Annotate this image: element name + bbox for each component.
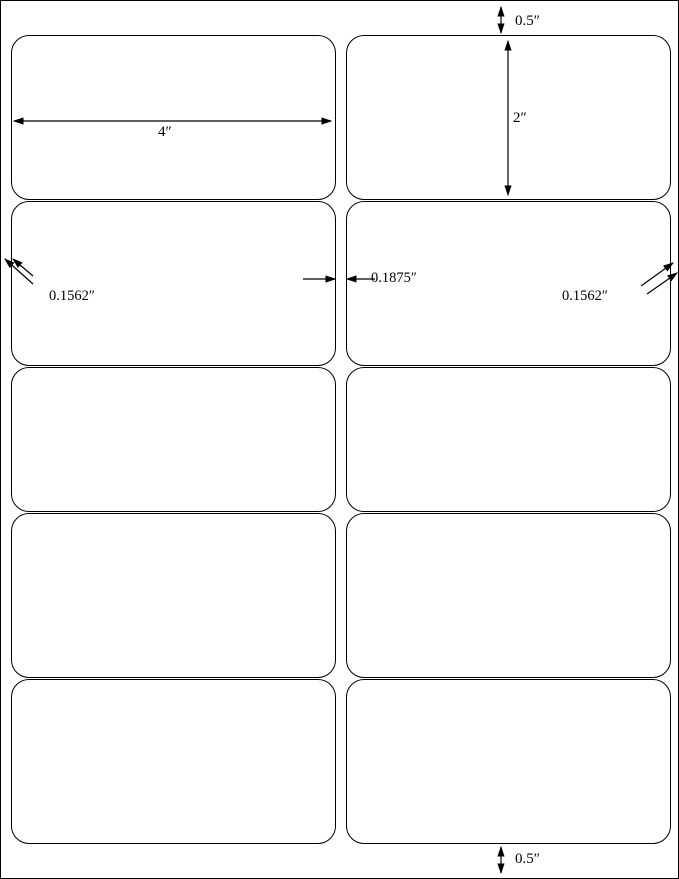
horizontal-gap-label: 0.1875″ <box>371 270 417 286</box>
left-offset-label: 0.1562″ <box>49 288 95 304</box>
top-margin-label: 0.5″ <box>515 13 540 29</box>
label-cell-r2c1[interactable] <box>11 201 336 366</box>
label-cell-r4c2[interactable] <box>346 513 671 678</box>
label-width-label: 4″ <box>158 124 172 140</box>
label-cell-r3c1[interactable] <box>11 367 336 512</box>
label-cell-r1c2[interactable] <box>346 35 671 200</box>
label-cell-r5c1[interactable] <box>11 679 336 844</box>
label-cell-r1c1[interactable] <box>11 35 336 200</box>
label-height-label: 2″ <box>513 110 527 126</box>
bottom-margin-label: 0.5″ <box>515 851 540 867</box>
label-cell-r3c2[interactable] <box>346 367 671 512</box>
right-offset-label: 0.1562″ <box>562 288 608 304</box>
label-cell-r5c2[interactable] <box>346 679 671 844</box>
label-cell-r4c1[interactable] <box>11 513 336 678</box>
